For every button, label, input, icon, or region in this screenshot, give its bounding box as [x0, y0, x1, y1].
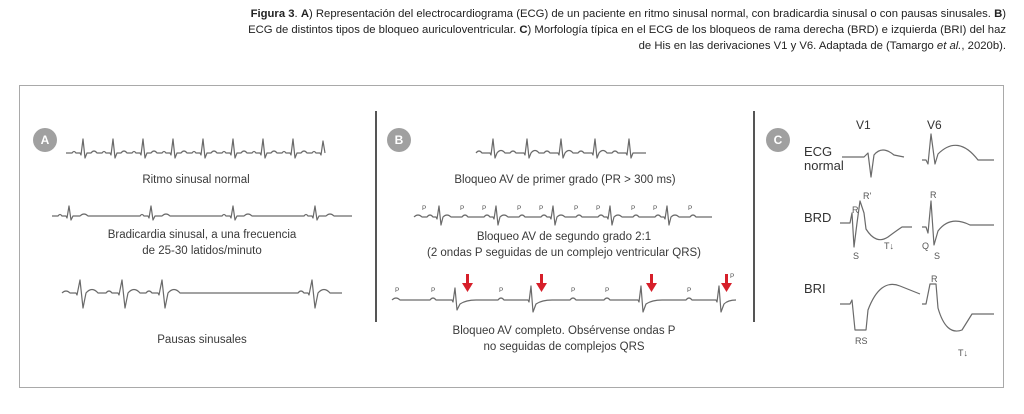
ecg-normal-label-line1: ECG	[804, 144, 833, 159]
ecg-second-degree-av-block-label	[414, 229, 714, 261]
wave-q-label: Q	[922, 241, 930, 251]
panel-divider-2	[753, 111, 755, 322]
p-wave-label: P	[539, 205, 544, 212]
p-wave-label: P	[605, 287, 610, 294]
wave-r-label: R	[852, 205, 859, 215]
ecg-sinus-pauses-trace	[62, 278, 342, 318]
ecg-complete-label-line1: Bloqueo AV completo. Obsérvense ondas P	[452, 325, 676, 337]
panel-a-badge: A	[33, 128, 57, 152]
p-wave-label: P	[431, 287, 436, 294]
caption-tail: , 2020b).	[961, 40, 1006, 52]
red-arrow-icon	[536, 274, 547, 292]
p-wave-label: P	[422, 205, 427, 212]
p-wave-label: P	[730, 273, 735, 280]
wave-s-label: S	[853, 251, 860, 261]
ecg-first-degree-av-block-label: Bloqueo AV de primer grado (PR > 300 ms)	[454, 174, 676, 186]
ecg-sinus-pauses-label: Pausas sinusales	[157, 334, 247, 346]
p-wave-label: P	[653, 205, 658, 212]
wave-r-prime-label: R'	[863, 191, 872, 201]
ecg-second-degree-label-line2: (2 ondas P seguidas de un complejo ventricular QRS)	[426, 247, 702, 259]
wave-s-label: S	[934, 251, 941, 261]
p-wave-label: P	[687, 287, 692, 294]
p-wave-label: P	[631, 205, 636, 212]
wave-rs-label: RS	[855, 336, 868, 346]
wave-t-down-label: T↓	[958, 348, 968, 358]
ecg-complete-av-block-label	[414, 323, 714, 355]
ecg-complete-label-line2: no seguidas de complejos QRS	[483, 341, 645, 353]
red-arrow-icon	[646, 274, 657, 292]
lead-v1-label: V1	[856, 118, 871, 132]
normal-v1-trace	[842, 133, 904, 183]
ecg-bradycardia-label	[52, 227, 352, 259]
wave-t-down-label: T↓	[884, 241, 894, 251]
caption-part-a-text: ) Representación del electrocardiograma (ECG) de un paciente en ritmo sinusal normal, con bradicardia sinusal o con pausas sinusales.	[308, 8, 995, 20]
red-arrow-icon	[462, 274, 473, 292]
lead-v6-label: V6	[927, 118, 942, 132]
ecg-bradycardia-trace	[52, 203, 352, 227]
p-wave-label: P	[499, 287, 504, 294]
ecg-normal-sinus-trace	[66, 136, 326, 166]
ecg-bradycardia-label-line2: de 25-30 latidos/minuto	[142, 245, 262, 257]
figure-label: Figura 3	[250, 8, 295, 20]
brd-v6-trace	[922, 189, 994, 261]
panel-c-badge: C	[766, 128, 790, 152]
p-wave-label: P	[571, 287, 576, 294]
p-wave-label: P	[482, 205, 487, 212]
panel-divider-1	[375, 111, 377, 322]
bri-row-label: BRI	[804, 281, 826, 296]
caption-et-al: et al.	[936, 40, 962, 52]
brd-row-label: BRD	[804, 210, 832, 225]
caption-part-b-letter: B	[994, 8, 1003, 20]
p-wave-label: P	[517, 205, 522, 212]
p-wave-label: P	[596, 205, 601, 212]
brd-v1-trace	[840, 189, 912, 261]
ecg-first-degree-av-block-trace	[476, 136, 646, 164]
caption-part-c-text: ) Morfología típica en el ECG de los bloqueos de rama derecha (BRD) e izquierda (BRI) del haz de His en las derivaciones V1 y V6. Adaptada de (Tamargo	[527, 24, 1006, 52]
wave-r-label: R	[930, 190, 937, 200]
ecg-normal-sinus-label: Ritmo sinusal normal	[142, 174, 250, 186]
p-wave-label: P	[574, 205, 579, 212]
ecg-normal-label-line2: normal	[804, 158, 844, 173]
ecg-complete-av-block-trace	[390, 270, 740, 322]
wave-r-label: R	[931, 274, 938, 284]
p-wave-label: P	[395, 287, 400, 294]
bri-v1-trace	[840, 274, 920, 346]
panel-b-badge: B	[387, 128, 411, 152]
bri-v6-trace	[922, 274, 994, 358]
figure-caption: Figura 3. A) Representación del electrocardiograma (ECG) de un paciente en ritmo sinusal normal, con bradicardia sinusal o con pausas sinusales. B) ECG de distintos tipos de bloqueo auriculoventricular. C) Morfología típica en el ECG de los bloqueos de rama derecha (BRD) e izquierda (BRI) del haz de His en las derivaciones V1 y V6. Adaptada de (Tamargo et al., 2020b).	[248, 8, 1006, 52]
ecg-bradycardia-label-line1: Bradicardia sinusal, a una frecuencia	[107, 229, 297, 241]
ecg-normal-row-label	[804, 145, 844, 173]
caption-part-a-letter: A	[300, 8, 309, 20]
caption-part-c-letter: C	[519, 24, 528, 36]
p-wave-label: P	[688, 205, 693, 212]
ecg-second-degree-label-line1: Bloqueo AV de segundo grado 2:1	[476, 231, 652, 243]
caption-part-b-text: ) ECG de distintos tipos de bloqueo auriculoventricular.	[248, 8, 1006, 36]
p-wave-label: P	[460, 205, 465, 212]
normal-v6-trace	[922, 132, 994, 182]
